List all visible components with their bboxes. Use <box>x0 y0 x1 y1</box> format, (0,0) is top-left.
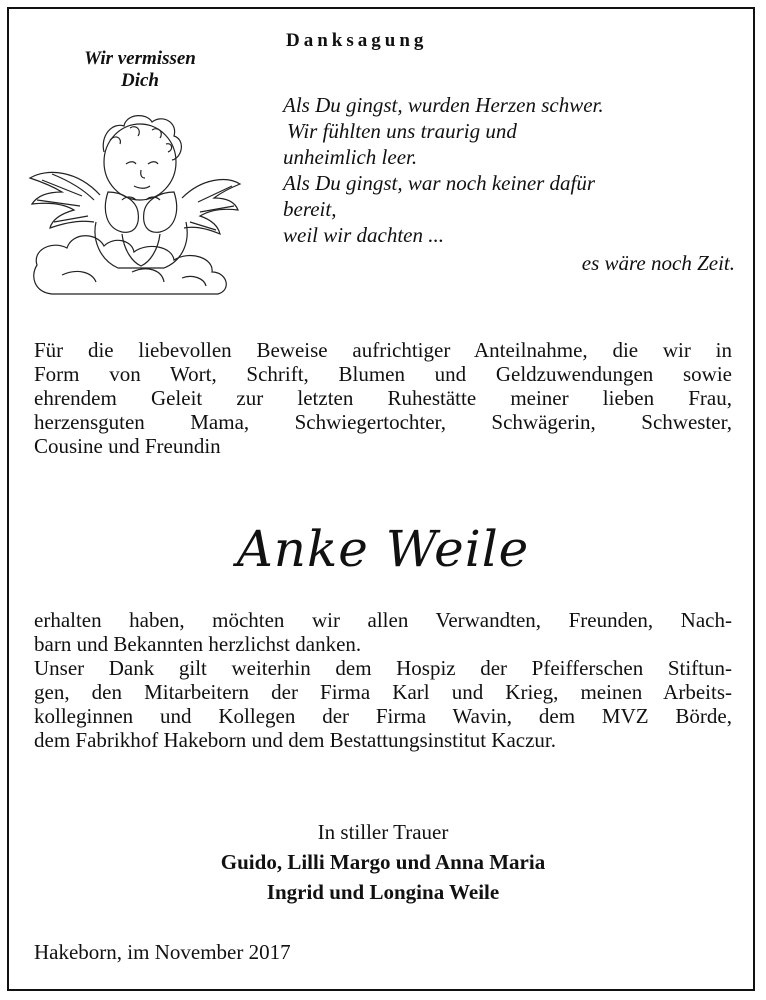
intro-line: Form von Wort, Schrift, Blumen und Geldzuwendungen sowie <box>34 362 732 386</box>
poem-last-line: es wäre noch Zeit. <box>581 251 735 275</box>
angel-caption-line1: Wir vermissen <box>84 48 196 69</box>
thanks-line: dem Fabrikhof Hakeborn und dem Bestattungsinstitut Kaczur. <box>34 728 556 752</box>
intro-paragraph <box>34 338 732 458</box>
angel-illustration <box>22 100 247 300</box>
family-line-1: Guido, Lilli Margo und Anna Maria <box>220 850 546 874</box>
poem-line: Als Du gingst, war noch keiner dafür <box>283 171 596 195</box>
deceased-name: Anke Weile <box>236 520 530 578</box>
intro-line: ehrendem Geleit zur letzten Ruhestätte meiner lieben Frau, <box>34 386 732 410</box>
thanks-paragraph <box>34 608 732 752</box>
family-line-2: Ingrid und Longina Weile <box>266 880 500 904</box>
thanks-line: gen, den Mitarbeitern der Firma Karl und Krieg, meinen Arbeits- <box>34 680 732 704</box>
angel-caption-line2: Dich <box>121 70 159 91</box>
place-date: Hakeborn, im November 2017 <box>34 940 291 964</box>
poem-line: unheimlich leer. <box>283 145 418 169</box>
angel-caption <box>40 48 240 92</box>
intro-line: herzensguten Mama, Schwiegertochter, Schwägerin, Schwester, <box>34 410 732 434</box>
poem-line: weil wir dachten ... <box>283 223 444 247</box>
poem-line: Als Du gingst, wurden Herzen schwer. <box>283 93 604 117</box>
thanks-line: erhalten haben, möchten wir allen Verwandten, Freunden, Nach- <box>34 608 732 632</box>
intro-line: Für die liebevollen Beweise aufrichtiger Anteilnahme, die wir in <box>34 338 732 362</box>
thanks-line: Unser Dank gilt weiterhin dem Hospiz der Pfeifferschen Stiftun- <box>34 656 732 680</box>
thanks-line: barn und Bekannten herzlichst danken. <box>34 632 362 656</box>
intro-line: Cousine und Freundin <box>34 434 221 458</box>
poem-line: Wir fühlten uns traurig und <box>287 119 517 143</box>
mourning-line: In stiller Trauer <box>317 820 449 844</box>
thanks-line: kolleginnen und Kollegen der Firma Wavin, dem MVZ Börde, <box>34 704 732 728</box>
heading-danksagung: Danksagung <box>286 30 428 51</box>
poem <box>283 92 743 276</box>
poem-line: bereit, <box>283 197 337 221</box>
